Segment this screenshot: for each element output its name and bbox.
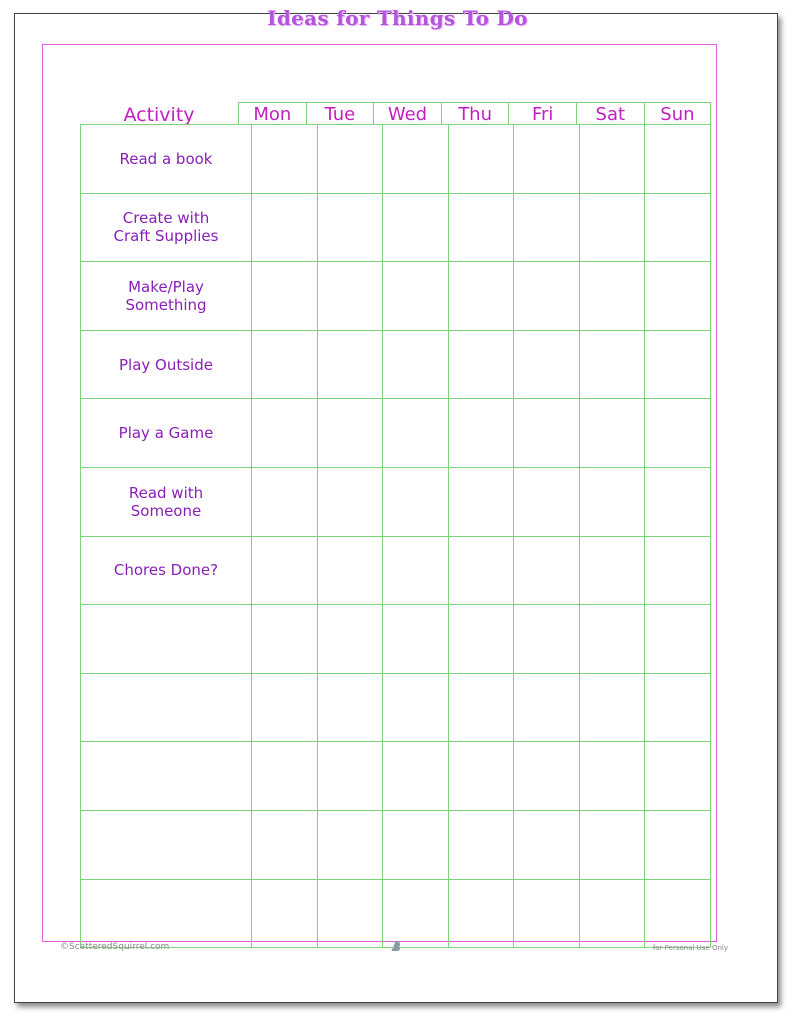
checkbox-cell-sun[interactable]	[645, 193, 711, 262]
checkbox-cell-mon[interactable]	[252, 605, 318, 674]
checkbox-cell-fri[interactable]	[514, 673, 580, 742]
checkbox-cell-tue[interactable]	[317, 467, 383, 536]
checkbox-cell-sun[interactable]	[645, 605, 711, 674]
checkbox-cell-fri[interactable]	[514, 810, 580, 879]
day-header-tue: Tue	[306, 102, 374, 124]
checkbox-cell-thu[interactable]	[448, 330, 514, 399]
activity-column-header: Activity	[123, 104, 195, 126]
checkbox-cell-sat[interactable]	[579, 605, 645, 674]
usage-footer: for Personal Use Only	[652, 944, 728, 952]
checkbox-cell-thu[interactable]	[448, 879, 514, 948]
checkbox-cell-sat[interactable]	[579, 467, 645, 536]
checkbox-cell-mon[interactable]	[252, 399, 318, 468]
checkbox-cell-sun[interactable]	[645, 879, 711, 948]
checkbox-cell-sun[interactable]	[645, 262, 711, 331]
checkbox-cell-wed[interactable]	[383, 330, 449, 399]
checkbox-cell-wed[interactable]	[383, 536, 449, 605]
activity-label: Play a Game	[118, 424, 214, 443]
activity-label: Play Outside	[119, 355, 213, 374]
table-row	[81, 262, 711, 331]
day-header-mon: Mon	[238, 102, 306, 124]
checkbox-cell-sun[interactable]	[645, 330, 711, 399]
checkbox-cell-sun[interactable]	[645, 125, 711, 194]
checkbox-cell-thu[interactable]	[448, 742, 514, 811]
activity-cell	[81, 879, 252, 948]
checkbox-cell-tue[interactable]	[317, 536, 383, 605]
checkbox-cell-sat[interactable]	[579, 536, 645, 605]
checkbox-cell-wed[interactable]	[383, 467, 449, 536]
day-header-sun: Sun	[644, 102, 712, 124]
page-title: Ideas for Things To Do	[267, 6, 528, 30]
table-row	[81, 879, 711, 948]
day-header-fri: Fri	[508, 102, 576, 124]
checkbox-cell-thu[interactable]	[448, 193, 514, 262]
checkbox-cell-thu[interactable]	[448, 536, 514, 605]
checkbox-cell-mon[interactable]	[252, 742, 318, 811]
activity-cell	[81, 810, 252, 879]
table-row	[81, 193, 711, 262]
checkbox-cell-fri[interactable]	[514, 193, 580, 262]
checkbox-cell-mon[interactable]	[252, 125, 318, 194]
table-row	[81, 330, 711, 399]
checkbox-cell-fri[interactable]	[514, 605, 580, 674]
activity-label: Read with Someone	[128, 483, 204, 520]
checkbox-cell-wed[interactable]	[383, 399, 449, 468]
checkbox-cell-thu[interactable]	[448, 399, 514, 468]
activity-cell	[81, 262, 252, 331]
checkbox-cell-fri[interactable]	[514, 536, 580, 605]
table-row	[81, 673, 711, 742]
checkbox-cell-fri[interactable]	[514, 125, 580, 194]
checkbox-cell-sat[interactable]	[579, 673, 645, 742]
checkbox-cell-fri[interactable]	[514, 467, 580, 536]
checkbox-cell-fri[interactable]	[514, 742, 580, 811]
checkbox-cell-mon[interactable]	[252, 193, 318, 262]
day-header-thu: Thu	[441, 102, 509, 124]
checkbox-cell-tue[interactable]	[317, 742, 383, 811]
checkbox-cell-fri[interactable]	[514, 262, 580, 331]
checkbox-cell-sat[interactable]	[579, 742, 645, 811]
checkbox-cell-thu[interactable]	[448, 262, 514, 331]
copyright-footer: ©ScatteredSquirrel.com	[60, 942, 170, 952]
activity-label: Read a book	[119, 149, 213, 168]
table-row	[81, 399, 711, 468]
checkbox-cell-wed[interactable]	[383, 810, 449, 879]
checkbox-cell-sat[interactable]	[579, 262, 645, 331]
activity-label: Create with Craft Supplies	[113, 209, 219, 246]
checkbox-cell-sun[interactable]	[645, 467, 711, 536]
activity-cell	[81, 399, 252, 468]
day-header-sat: Sat	[576, 102, 644, 124]
table-row	[81, 467, 711, 536]
checkbox-cell-tue[interactable]	[317, 399, 383, 468]
checkbox-cell-fri[interactable]	[514, 399, 580, 468]
checkbox-cell-mon[interactable]	[252, 262, 318, 331]
activity-cell	[81, 673, 252, 742]
checkbox-cell-wed[interactable]	[383, 673, 449, 742]
checkbox-cell-thu[interactable]	[448, 673, 514, 742]
activity-cell	[81, 467, 252, 536]
checkbox-cell-mon[interactable]	[252, 673, 318, 742]
checkbox-cell-mon[interactable]	[252, 330, 318, 399]
activity-cell	[81, 536, 252, 605]
checkbox-cell-sun[interactable]	[645, 673, 711, 742]
checkbox-cell-sun[interactable]	[645, 399, 711, 468]
checkbox-cell-sat[interactable]	[579, 330, 645, 399]
checkbox-cell-wed[interactable]	[383, 879, 449, 948]
checkbox-cell-tue[interactable]	[317, 879, 383, 948]
checkbox-cell-tue[interactable]	[317, 193, 383, 262]
checkbox-cell-sun[interactable]	[645, 742, 711, 811]
checkbox-cell-mon[interactable]	[252, 467, 318, 536]
checkbox-cell-fri[interactable]	[514, 879, 580, 948]
checkbox-cell-wed[interactable]	[383, 605, 449, 674]
day-header-wed: Wed	[373, 102, 441, 124]
table-row	[81, 810, 711, 879]
checkbox-cell-thu[interactable]	[448, 467, 514, 536]
checkbox-cell-mon[interactable]	[252, 536, 318, 605]
checkbox-cell-wed[interactable]	[383, 262, 449, 331]
checkbox-cell-tue[interactable]	[317, 810, 383, 879]
activity-cell	[81, 330, 252, 399]
checkbox-cell-mon[interactable]	[252, 879, 318, 948]
table-row	[81, 605, 711, 674]
checkbox-cell-wed[interactable]	[383, 193, 449, 262]
activity-cell	[81, 742, 252, 811]
squirrel-icon	[388, 939, 402, 953]
checkbox-cell-fri[interactable]	[514, 330, 580, 399]
checkbox-cell-tue[interactable]	[317, 605, 383, 674]
table-row	[81, 125, 711, 194]
checkbox-cell-tue[interactable]	[317, 673, 383, 742]
checkbox-cell-sat[interactable]	[579, 810, 645, 879]
activity-cell	[81, 193, 252, 262]
checkbox-cell-sat[interactable]	[579, 193, 645, 262]
activity-label: Chores Done?	[113, 561, 219, 580]
checkbox-cell-tue[interactable]	[317, 262, 383, 331]
table-row	[81, 536, 711, 605]
checkbox-cell-tue[interactable]	[317, 125, 383, 194]
checkbox-cell-thu[interactable]	[448, 605, 514, 674]
checkbox-cell-tue[interactable]	[317, 330, 383, 399]
checkbox-cell-wed[interactable]	[383, 125, 449, 194]
checkbox-cell-mon[interactable]	[252, 810, 318, 879]
checkbox-cell-thu[interactable]	[448, 810, 514, 879]
checkbox-cell-sun[interactable]	[645, 536, 711, 605]
checkbox-cell-wed[interactable]	[383, 742, 449, 811]
checkbox-cell-sat[interactable]	[579, 399, 645, 468]
activity-label: Make/Play Something	[125, 277, 207, 314]
table-row	[81, 742, 711, 811]
checkbox-cell-sat[interactable]	[579, 879, 645, 948]
checkbox-cell-thu[interactable]	[448, 125, 514, 194]
activity-grid	[80, 124, 711, 948]
checkbox-cell-sat[interactable]	[579, 125, 645, 194]
activity-cell	[81, 605, 252, 674]
checkbox-cell-sun[interactable]	[645, 810, 711, 879]
activity-cell	[81, 125, 252, 194]
